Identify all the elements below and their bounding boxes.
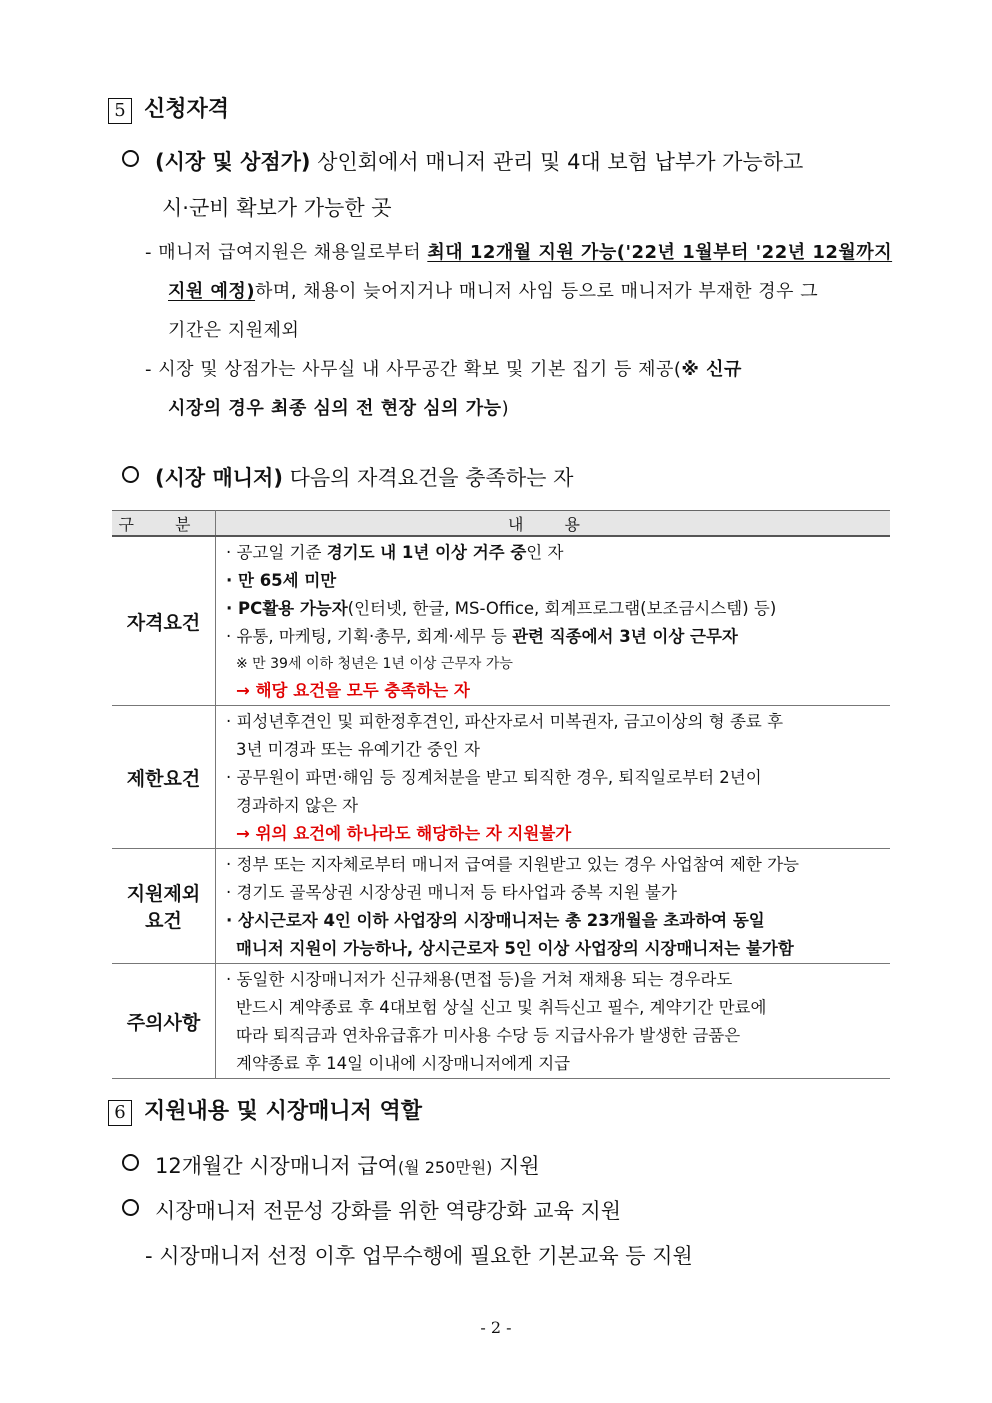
bullet-text: 지원 bbox=[492, 1154, 540, 1178]
page-number: - 2 - bbox=[480, 1318, 512, 1337]
content-line: 따라 퇴직금과 연차유급휴가 미사용 수당 등 지급사유가 발생한 금품은 bbox=[236, 1026, 741, 1045]
table-row bbox=[112, 964, 890, 1079]
row-category bbox=[112, 849, 216, 964]
content-line bbox=[226, 623, 890, 651]
section-number: 5 bbox=[108, 98, 132, 124]
category-line: 지원제외 bbox=[126, 883, 201, 905]
content-line bbox=[226, 595, 890, 623]
row-category: 제한요건 bbox=[112, 706, 216, 849]
bullet-text: 다음의 자격요건을 충족하는 자 bbox=[282, 466, 574, 490]
table-row bbox=[112, 706, 890, 849]
content-line bbox=[226, 539, 890, 567]
dash-text: - 시장 및 상점가는 사무실 내 사무공간 확보 및 기본 집기 등 제공( bbox=[145, 359, 682, 380]
content-line: · 상시근로자 4인 이하 사업장의 시장매니저는 총 23개월을 초과하여 동일 bbox=[226, 911, 765, 930]
text: 인 자 bbox=[526, 543, 564, 562]
table-header-row bbox=[112, 511, 890, 537]
header-content: 내 용 bbox=[216, 511, 891, 537]
conclusion-line: → 위의 요건에 하나라도 해당하는 자 지원불가 bbox=[236, 824, 572, 843]
row-category: 주의사항 bbox=[112, 964, 216, 1079]
dash-emphasis: 시장의 경우 최종 심의 전 현장 심의 가능 bbox=[168, 398, 502, 419]
text: · 유통, 마케팅, 기획·총무, 회계·세무 등 bbox=[226, 627, 513, 646]
section-6-header bbox=[108, 1094, 422, 1126]
content-line: 매니저 지원이 가능하나, 상시근로자 5인 이상 사업장의 시장매니저는 불가함 bbox=[236, 939, 794, 958]
dash-emphasis: 지원 예정) bbox=[168, 281, 256, 302]
content-line: · 동일한 시장매니저가 신규채용(면접 등)을 거쳐 재채용 되는 경우라도 bbox=[226, 970, 733, 989]
bullet-continuation: 시·군비 확보가 가능한 곳 bbox=[162, 196, 392, 220]
conclusion-line: → 해당 요건을 모두 충족하는 자 bbox=[236, 681, 470, 700]
section-number: 6 bbox=[108, 1100, 132, 1126]
circle-bullet-icon bbox=[122, 466, 139, 483]
circle-bullet-icon bbox=[122, 1199, 139, 1216]
content-line: · 만 65세 미만 bbox=[226, 571, 337, 590]
bullet-amount: (월 250만원) bbox=[397, 1158, 493, 1177]
dash-text: ) bbox=[501, 398, 510, 419]
emphasis: 경기도 내 1년 이상 거주 중 bbox=[326, 543, 527, 562]
dash-emphasis: ※ 신규 bbox=[681, 359, 742, 380]
dash-office-cont bbox=[168, 394, 509, 420]
dash-text: 하며, 채용이 늦어지거나 매니저 사임 등으로 매니저가 부재한 경우 그 bbox=[255, 281, 819, 302]
content-line: · 공무원이 파면·해임 등 징계처분을 받고 퇴직한 경우, 퇴직일로부터 2년이 bbox=[226, 768, 762, 787]
dash-emphasis: 최대 12개월 지원 가능('22년 1월부터 '22년 12월까지 bbox=[427, 242, 893, 263]
circle-bullet-icon bbox=[122, 150, 139, 167]
section-5-header bbox=[108, 92, 229, 124]
content-line: 계약종료 후 14일 이내에 시장매니저에게 지급 bbox=[236, 1054, 571, 1073]
header-category: 구 분 bbox=[112, 511, 216, 537]
row-category: 자격요건 bbox=[112, 536, 216, 706]
dash-office bbox=[145, 355, 742, 381]
bullet-lead: (시장 매니저) bbox=[155, 466, 283, 490]
content-line: · 정부 또는 지자체로부터 매니저 급여를 지원받고 있는 경우 사업참여 제한 가능 bbox=[226, 855, 799, 874]
content-line: 3년 미경과 또는 유예기간 중인 자 bbox=[236, 740, 480, 759]
emphasis: · PC활용 가능자 bbox=[226, 599, 348, 618]
row-content bbox=[216, 964, 891, 1079]
text: · 공고일 기준 bbox=[226, 543, 327, 562]
bullet-text: 시장매니저 전문성 강화를 위한 역량강화 교육 지원 bbox=[155, 1199, 622, 1223]
content-line: · 경기도 골목상권 시장상권 매니저 등 타사업과 중복 지원 불가 bbox=[226, 883, 677, 902]
dash-salary-cont2: 기간은 지원제외 bbox=[168, 320, 300, 341]
table-row bbox=[112, 849, 890, 964]
table-row bbox=[112, 536, 890, 706]
row-content bbox=[216, 706, 891, 849]
bullet-training-support bbox=[122, 1195, 621, 1225]
section-title: 지원내용 및 시장매니저 역할 bbox=[144, 1099, 423, 1124]
dash-salary-cont bbox=[168, 277, 818, 303]
text: (인터넷, 한글, MS-Office, 회계프로그램(보조금시스템) 등) bbox=[347, 599, 777, 618]
bullet-text: 12개월간 시장매니저 급여 bbox=[155, 1154, 398, 1178]
bullet-manager bbox=[122, 462, 573, 492]
bullet-lead: (시장 및 상점가) bbox=[155, 150, 311, 174]
dash-salary bbox=[145, 238, 892, 264]
bullet-text: 상인회에서 매니저 관리 및 4대 보험 납부가 가능하고 bbox=[310, 150, 804, 174]
dash-basic-training: - 시장매니저 선정 이후 업무수행에 필요한 기본교육 등 지원 bbox=[145, 1244, 693, 1268]
category-line: 요건 bbox=[145, 910, 182, 932]
note-line: ※ 만 39세 이하 청년은 1년 이상 근무자 가능 bbox=[236, 656, 513, 672]
bullet-market bbox=[122, 146, 803, 176]
row-content bbox=[216, 849, 891, 964]
bullet-salary-support bbox=[122, 1150, 540, 1180]
section-title: 신청자격 bbox=[144, 97, 230, 122]
emphasis: 관련 직종에서 3년 이상 근무자 bbox=[512, 627, 738, 646]
requirements-table bbox=[112, 510, 890, 1079]
row-content bbox=[216, 536, 891, 706]
circle-bullet-icon bbox=[122, 1154, 139, 1171]
dash-text: - 매니저 급여지원은 채용일로부터 bbox=[145, 242, 428, 263]
content-line: · 피성년후견인 및 피한정후견인, 파산자로서 미복권자, 금고이상의 형 종료 후 bbox=[226, 712, 784, 731]
content-line: 경과하지 않은 자 bbox=[236, 796, 359, 815]
content-line: 반드시 계약종료 후 4대보험 상실 신고 및 취득신고 필수, 계약기간 만료에 bbox=[236, 998, 767, 1017]
